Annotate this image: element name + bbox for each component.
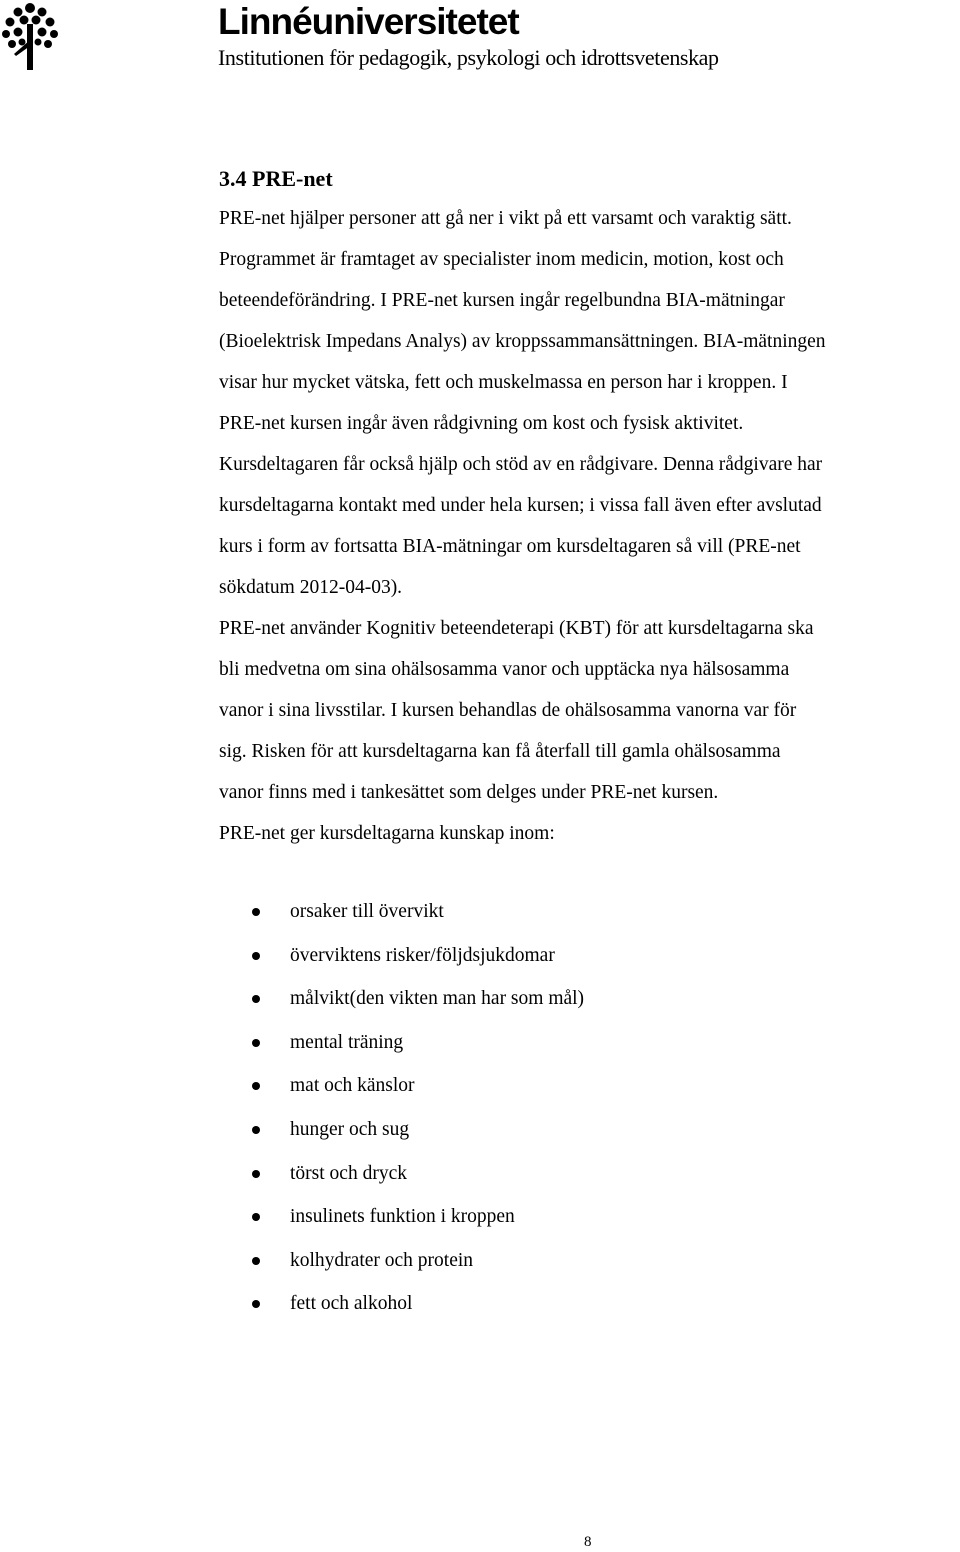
paragraph-3: PRE-net ger kursdeltagarna kunskap inom: [219, 823, 555, 844]
paragraph-line: Programmet är framtaget av specialister inom medicin, motion, kost och [219, 249, 784, 270]
org-name: Linnéuniversitetet [218, 1, 519, 42]
list-item [219, 1064, 954, 1108]
list-item [219, 934, 954, 978]
list-item-text: törst och dryck [290, 1162, 407, 1184]
list-item-text: överviktens risker/följdsjukdomar [290, 944, 555, 966]
paragraph-line: beteendeförändring. I PRE-net kursen ingår regelbundna BIA-mätningar [219, 290, 785, 311]
list-item-text: hunger och sug [290, 1118, 410, 1140]
paragraph-line: PRE-net kursen ingår även rådgivning om kost och fysisk aktivitet. [219, 413, 744, 434]
list-item [219, 1152, 954, 1196]
paragraph-line: sig. Risken för att kursdeltagarna kan få återfall till gamla ohälsosamma [219, 741, 781, 762]
list-item-text: mat och känslor [290, 1075, 415, 1097]
bullet-icon [252, 952, 260, 960]
list-item-text: fett och alkohol [290, 1293, 413, 1315]
bullet-icon [252, 1126, 260, 1134]
bullet-icon [252, 1170, 260, 1178]
list-item-text: målvikt(den vikten man har som mål) [290, 988, 585, 1010]
bullet-icon [252, 1082, 260, 1090]
paragraph-line: PRE-net använder Kognitiv beteendeterapi (KBT) för att kursdeltagarna ska [219, 618, 814, 639]
list-item [219, 977, 954, 1021]
paragraph-line: kursdeltagarna kontakt med under hela kursen; i vissa fall även efter avslutad [219, 495, 822, 516]
bullet-icon [252, 1257, 260, 1265]
page-number: 8 [584, 1534, 592, 1550]
list-item [219, 1195, 954, 1239]
paragraph-line: vanor i sina livsstilar. I kursen behandlas de ohälsosamma vanorna var för [219, 700, 797, 721]
paragraph-1 [219, 198, 954, 608]
section-title: 3.4 PRE-net [219, 166, 333, 191]
document-body [219, 160, 954, 1326]
list-item-text: insulinets funktion i kroppen [290, 1206, 515, 1228]
list-item-text: orsaker till övervikt [290, 901, 444, 922]
list-item [219, 1021, 954, 1065]
bullet-icon [252, 1213, 260, 1221]
page-header [0, 0, 960, 80]
bullet-icon [252, 995, 260, 1003]
list-item-text: kolhydrater och protein [290, 1249, 474, 1271]
bullet-icon [252, 1039, 260, 1047]
list-item [219, 1239, 954, 1283]
paragraph-line: Kursdeltagaren får också hjälp och stöd av en rådgivare. Denna rådgivare har [219, 454, 823, 475]
paragraph-line: kurs i form av fortsatta BIA-mätningar om kursdeltagaren så vill (PRE-net [219, 536, 801, 557]
bullet-icon [252, 1300, 260, 1308]
paragraph-line: visar hur mycket vätska, fett och muskelmassa en person har i kroppen. I [219, 372, 788, 393]
list-item [219, 890, 954, 934]
paragraph-line: PRE-net hjälper personer att gå ner i vikt på ett varsamt och varaktig sätt. [219, 208, 792, 229]
paragraph-line: (Bioelektrisk Impedans Analys) av kroppssammansättningen. BIA-mätningen [219, 331, 826, 352]
tree-logo-icon [2, 2, 58, 70]
paragraph-2 [219, 608, 954, 813]
topic-list [219, 890, 954, 1326]
list-item-text: mental träning [290, 1031, 404, 1053]
list-item [219, 1282, 954, 1326]
list-item [219, 1108, 954, 1152]
bullet-icon [252, 908, 260, 916]
paragraph-line: vanor finns med i tankesättet som delges under PRE-net kursen. [219, 782, 719, 803]
paragraph-line: sökdatum 2012-04-03). [219, 577, 403, 598]
dept-name: Institutionen för pedagogik, psykologi och idrottsvetenskap [218, 45, 719, 70]
paragraph-line: bli medvetna om sina ohälsosamma vanor och upptäcka nya hälsosamma [219, 659, 790, 680]
